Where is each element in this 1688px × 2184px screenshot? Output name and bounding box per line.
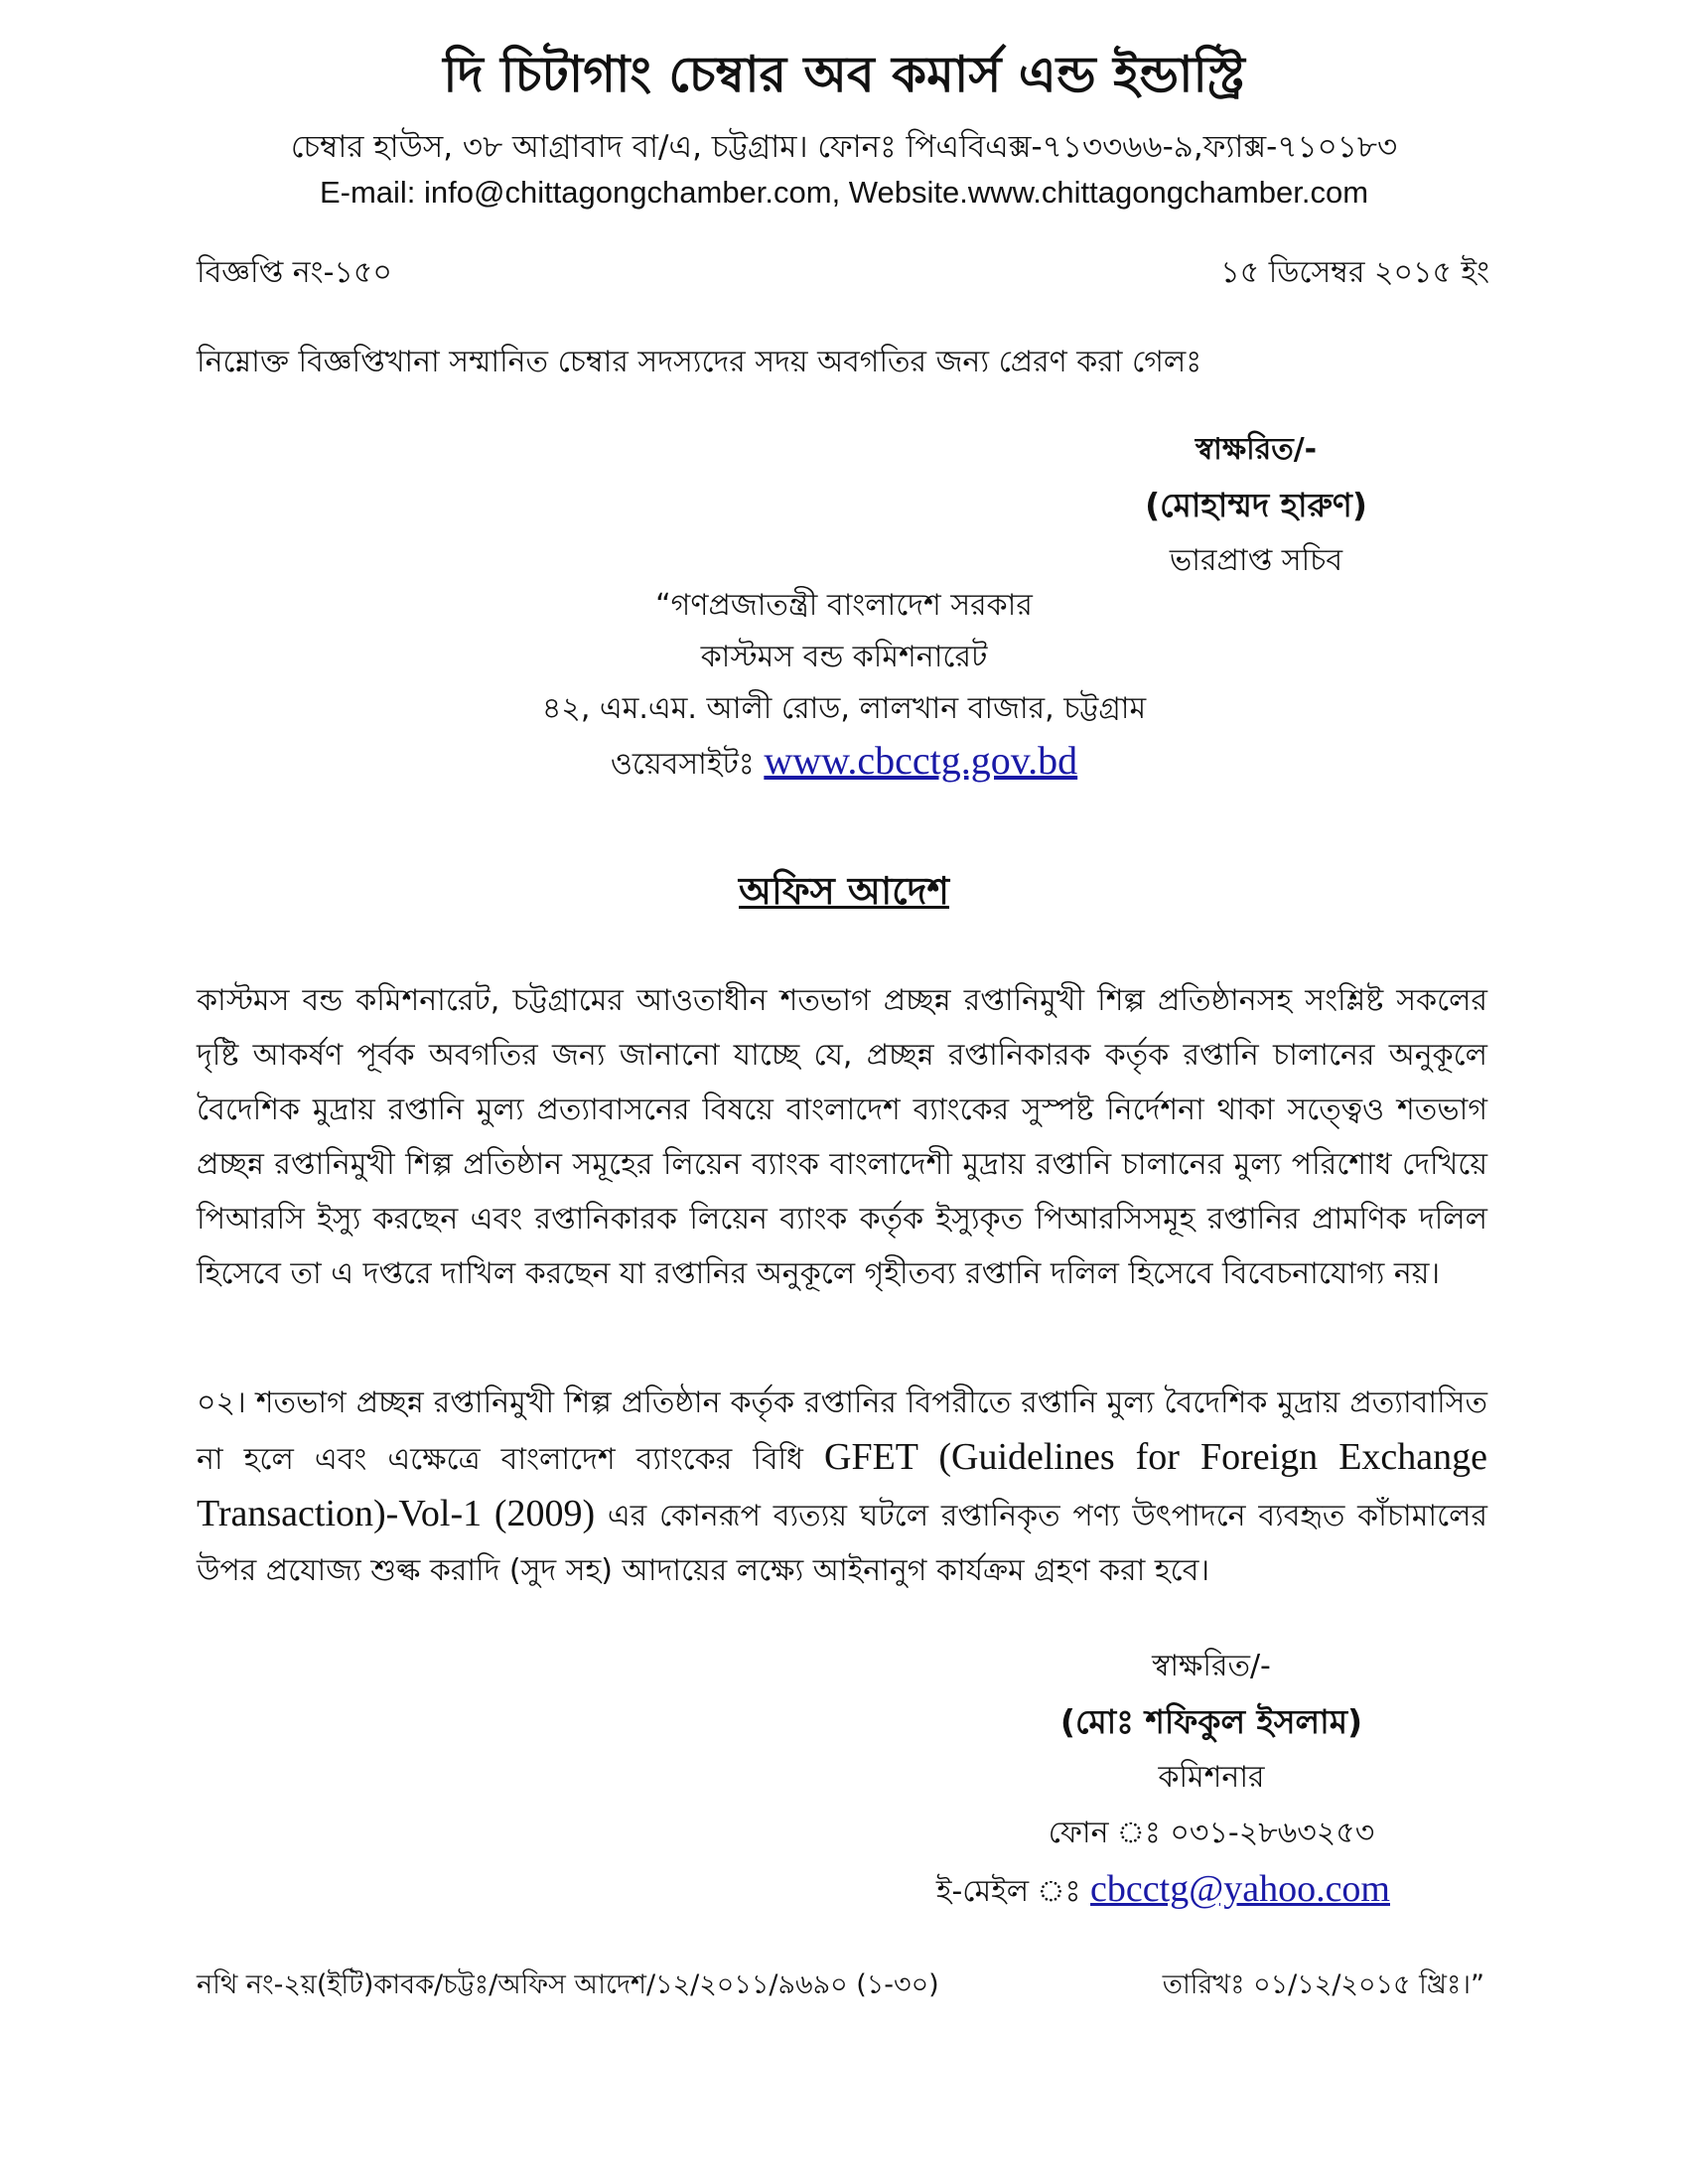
paragraph-2-gfet: GFET (Guidelines for Foreign Exchange Transaction)-Vol-1 (2009) — [197, 1436, 1488, 1534]
paragraph-2-part-b: এর কোনরূপ ব্যত্যয় ঘটলে রপ্তানিকৃত পণ্য উৎপাদনে ব্যবহৃত কাঁচামালের উপর প্রযোজ্য শুল্ক করাদি (সুদ সহ) আদায়ের লক্ষ্যে আইনানুগ কার্যক্রম গ্রহণ করা হবে। — [197, 1499, 1487, 1588]
office-address-block — [0, 580, 1688, 791]
signatory1-signed: স্বাক্ষরিত/- — [1195, 432, 1318, 467]
notice-date: ১৫ ডিসেম্বর ২০১৫ ইং — [1220, 255, 1489, 290]
email-label: ই-মেইল ঃ — [935, 1874, 1081, 1909]
signatory1-block — [1092, 422, 1420, 589]
order-title-text: অফিস আদেশ — [739, 869, 949, 913]
signatory2-block — [1003, 1639, 1420, 1861]
signatory2-phone: ফোন ঃ ০৩১-২৮৬৩২৫৩ — [1048, 1816, 1375, 1850]
signatory1-name: (মোহাম্মদ হারুণ) — [1145, 486, 1367, 524]
email-link[interactable]: cbcctg@yahoo.com — [1090, 1868, 1390, 1910]
notice-intro: নিম্নোক্ত বিজ্ঞপ্তিখানা সম্মানিত চেম্বার সদস্যদের সদয় অবগতির জন্য প্রেরণ করা গেলঃ — [197, 345, 1202, 379]
order-title — [0, 862, 1688, 926]
office-website-row — [0, 735, 1688, 791]
signatory2-name: (মোঃ শফিকুল ইসলাম) — [1059, 1702, 1363, 1741]
signatory1-designation: ভারপ্রাপ্ত সচিব — [1169, 543, 1343, 578]
footer-date: তারিখঃ ০১/১২/২০১৫ খ্রিঃ।” — [1162, 1969, 1484, 2000]
website-label: ওয়েবসাইটঃ — [610, 747, 755, 782]
footer-file-number: নথি নং-২য়(ইটি)কাবক/চট্টঃ/অফিস আদেশ/১২/২০১১/৯৬৯০ (১-৩০) — [197, 1969, 939, 2000]
order-paragraph-2 — [197, 1376, 1487, 1598]
office-line2: কাস্টমস বন্ড কমিশনারেট — [700, 640, 988, 674]
notice-number: বিজ্ঞপ্তি নং-১৫০ — [197, 255, 392, 290]
signatory2-signed: স্বাক্ষরিত/- — [1152, 1649, 1271, 1683]
office-line3: ৪২, এম.এম. আলী রোড, লালখান বাজার, চট্টগ্রাম — [541, 691, 1147, 726]
office-line1: “গণপ্রজাতন্ত্রী বাংলাদেশ সরকার — [655, 588, 1033, 623]
chamber-address: চেম্বার হাউস, ৩৮ আগ্রাবাদ বা/এ, চট্টগ্রাম। ফোনঃ পিএবিএক্স-৭১৩৩৬৬-৯,ফ্যাক্স-৭১০১৮৩ — [290, 129, 1398, 165]
website-link[interactable]: www.cbcctg.gov.bd — [764, 738, 1078, 783]
paragraph-2-part-a: ০২। শতভাগ প্রচ্ছন্ন রপ্তানিমুখী শিল্প প্রতিষ্ঠান কর্তৃক রপ্তানির বিপরীতে রপ্তানি মুল্য বৈদেশিক মুদ্রায় প্রত্যাবাসিত না হলে এবং এক্ষেত্রে বাংলাদেশ ব্যাংকের বিধি — [197, 1385, 1487, 1477]
chamber-title: দি চিটাগাং চেম্বার অব কমার্স এন্ড ইন্ডাস্ট্রি — [443, 46, 1245, 103]
signatory2-email-row — [936, 1867, 1390, 1918]
order-paragraph-1: কাস্টমস বন্ড কমিশনারেট, চট্টগ্রামের আওতাধীন শতভাগ প্রচ্ছন্ন রপ্তানিমুখী শিল্প প্রতিষ্ঠানসহ সংশ্লিষ্ট সকলের দৃষ্টি আকর্ষণ পূর্বক অবগতির জন্য জানানো যাচ্ছে যে, প্রচ্ছন্ন রপ্তানিকারক কর্তৃক রপ্তানি চালানের অনুকূলে বৈদেশিক মুদ্রায় রপ্তানি মুল্য প্রত্যাবাসনের বিষয়ে বাংলাদেশ ব্যাংকের সুস্পষ্ট নির্দেশনা থাকা সত্ত্বেও শতভাগ প্রচ্ছন্ন রপ্তানিমুখী শিল্প প্রতিষ্ঠান সমূহের লিয়েন ব্যাংক বাংলাদেশী মুদ্রায় রপ্তানি চালানের মুল্য পরিশোধ দেখিয়ে পিআরসি ইস্যু করছেন এবং রপ্তানিকারক লিয়েন ব্যাংক কর্তৃক ইস্যুকৃত পিআরসিসমূহ রপ্তানির প্রামণিক দলিল হিসেবে তা এ দপ্তরে দাখিল করছেন যা রপ্তানির অনুকূলে গৃহীতব্য রপ্তানি দলিল হিসেবে বিবেচনাযোগ্য নয়। — [197, 983, 1487, 1291]
signatory2-designation: কমিশনার — [1158, 1760, 1265, 1795]
chamber-email-website: E-mail: info@chittagongchamber.com, Website.www.chittagongchamber.com — [319, 175, 1369, 210]
